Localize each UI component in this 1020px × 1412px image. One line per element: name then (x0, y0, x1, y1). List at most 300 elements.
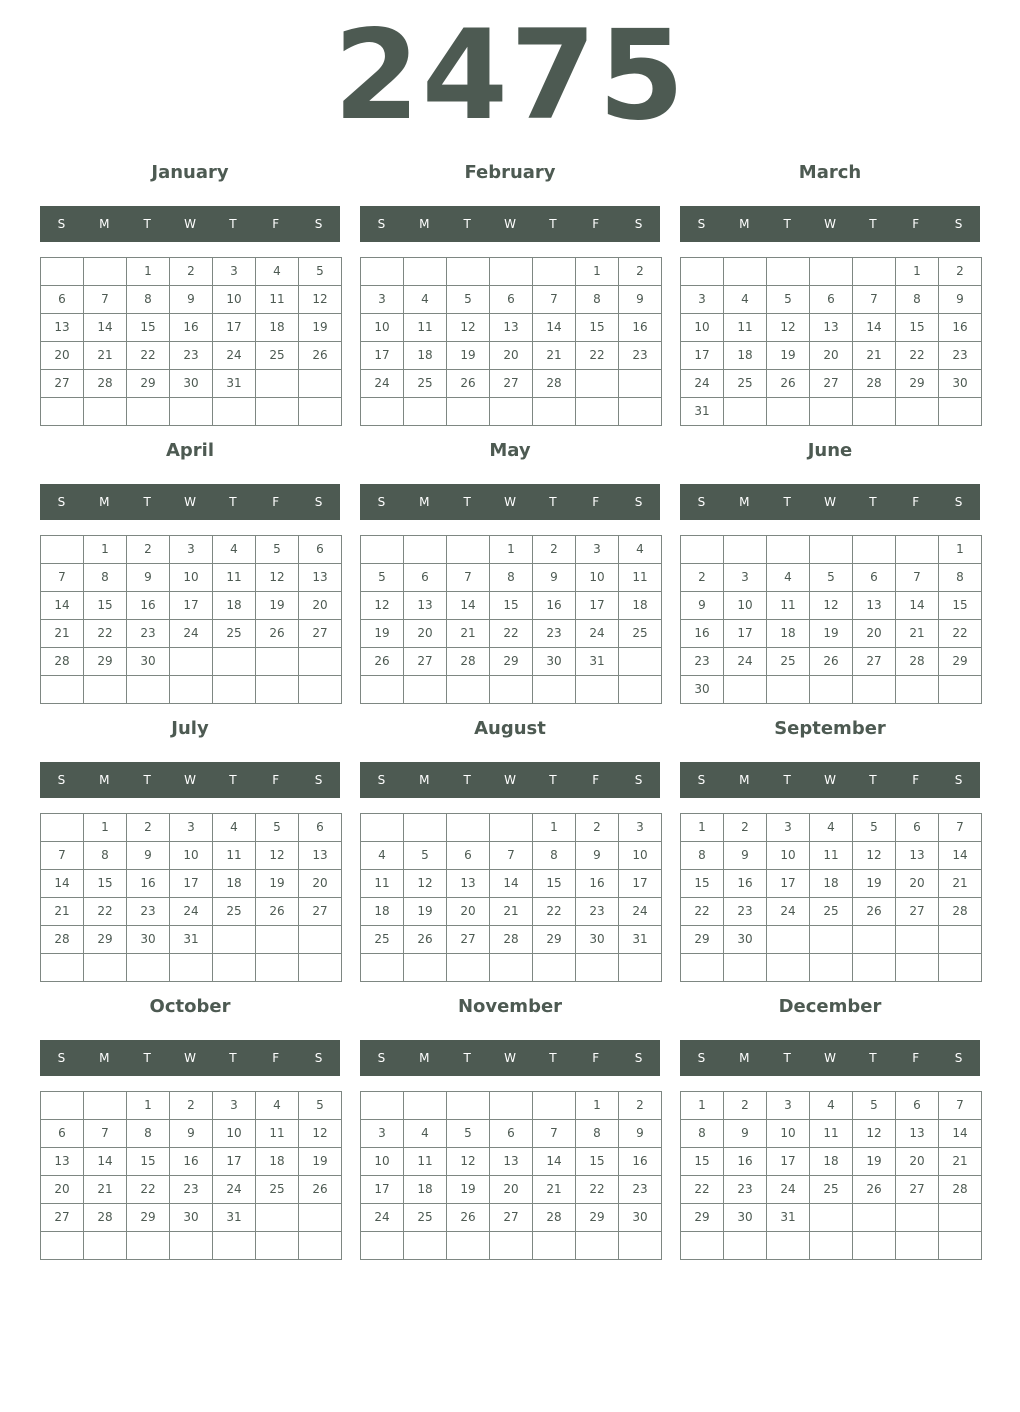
empty-day-cell (939, 676, 982, 704)
day-cell: 12 (256, 842, 299, 870)
empty-day-cell (896, 398, 939, 426)
empty-day-cell (299, 648, 342, 676)
day-cell: 20 (299, 592, 342, 620)
day-cell: 28 (41, 648, 84, 676)
weekday-label: S (697, 495, 706, 509)
day-cell: 17 (213, 314, 256, 342)
week-row (681, 870, 982, 898)
day-cell: 14 (84, 314, 127, 342)
weekday-label: F (912, 773, 920, 787)
weekday-label: S (314, 773, 323, 787)
day-cell: 31 (576, 648, 619, 676)
day-cell: 15 (490, 592, 533, 620)
empty-day-cell (724, 398, 767, 426)
day-cell: 29 (939, 648, 982, 676)
empty-day-cell (256, 954, 299, 982)
weekday-label: T (463, 217, 471, 231)
weekday-label: W (824, 1051, 836, 1065)
empty-day-cell (853, 954, 896, 982)
day-cell: 11 (724, 314, 767, 342)
empty-day-cell (896, 1232, 939, 1260)
weekday-label: F (592, 495, 600, 509)
week-row (361, 370, 662, 398)
day-cell: 17 (361, 342, 404, 370)
empty-day-cell (533, 258, 576, 286)
day-grid (680, 535, 982, 704)
day-cell: 9 (127, 564, 170, 592)
empty-day-cell (810, 1232, 853, 1260)
day-cell: 25 (810, 898, 853, 926)
empty-day-cell (533, 1092, 576, 1120)
day-cell: 19 (256, 592, 299, 620)
week-row (41, 1120, 342, 1148)
day-cell: 23 (939, 342, 982, 370)
week-row (361, 1120, 662, 1148)
day-cell: 19 (404, 898, 447, 926)
day-cell: 17 (619, 870, 662, 898)
day-cell: 5 (853, 814, 896, 842)
week-row (361, 814, 662, 842)
day-cell: 20 (490, 342, 533, 370)
day-cell: 1 (576, 1092, 619, 1120)
day-cell: 11 (256, 1120, 299, 1148)
empty-day-cell (681, 954, 724, 982)
empty-day-cell (576, 954, 619, 982)
empty-day-cell (299, 370, 342, 398)
week-row (41, 286, 342, 314)
day-cell: 29 (576, 1204, 619, 1232)
week-row (41, 926, 342, 954)
empty-day-cell (404, 258, 447, 286)
day-cell: 2 (939, 258, 982, 286)
week-row (41, 564, 342, 592)
weekday-label: T (783, 495, 791, 509)
empty-day-cell (619, 370, 662, 398)
empty-day-cell (213, 676, 256, 704)
day-cell: 30 (681, 676, 724, 704)
day-cell: 23 (533, 620, 576, 648)
empty-day-cell (256, 1232, 299, 1260)
day-grid (360, 257, 662, 426)
day-cell: 9 (619, 286, 662, 314)
day-cell: 19 (853, 870, 896, 898)
day-cell: 1 (127, 258, 170, 286)
day-cell: 31 (213, 1204, 256, 1232)
day-cell: 26 (404, 926, 447, 954)
weekday-label: S (57, 773, 66, 787)
empty-day-cell (619, 1232, 662, 1260)
day-cell: 8 (681, 1120, 724, 1148)
day-cell: 28 (533, 1204, 576, 1232)
month-name: December (778, 996, 882, 1017)
day-cell: 7 (41, 564, 84, 592)
day-cell: 8 (127, 286, 170, 314)
day-cell: 27 (896, 898, 939, 926)
week-row (681, 1092, 982, 1120)
weekday-label: M (99, 773, 110, 787)
day-cell: 27 (490, 370, 533, 398)
empty-day-cell (576, 370, 619, 398)
week-row (681, 676, 982, 704)
day-cell: 5 (361, 564, 404, 592)
empty-day-cell (447, 676, 490, 704)
day-cell: 1 (84, 536, 127, 564)
day-cell: 26 (853, 898, 896, 926)
weekday-label: S (314, 495, 323, 509)
day-cell: 14 (939, 842, 982, 870)
day-cell: 4 (619, 536, 662, 564)
day-cell: 17 (576, 592, 619, 620)
day-cell: 27 (404, 648, 447, 676)
day-cell: 20 (447, 898, 490, 926)
day-cell: 1 (896, 258, 939, 286)
week-row (361, 648, 662, 676)
day-cell: 1 (490, 536, 533, 564)
day-cell: 16 (533, 592, 576, 620)
empty-day-cell (853, 398, 896, 426)
weekday-label: W (504, 217, 516, 231)
day-cell: 11 (810, 1120, 853, 1148)
day-cell: 2 (619, 258, 662, 286)
empty-day-cell (490, 258, 533, 286)
day-cell: 2 (576, 814, 619, 842)
empty-day-cell (447, 1232, 490, 1260)
day-cell: 11 (810, 842, 853, 870)
week-row (681, 1204, 982, 1232)
day-cell: 25 (767, 648, 810, 676)
day-cell: 21 (896, 620, 939, 648)
week-row (361, 536, 662, 564)
empty-day-cell (361, 536, 404, 564)
day-cell: 13 (41, 1148, 84, 1176)
day-cell: 24 (724, 648, 767, 676)
day-cell: 14 (84, 1148, 127, 1176)
day-cell: 28 (939, 1176, 982, 1204)
day-cell: 14 (939, 1120, 982, 1148)
day-cell: 18 (810, 870, 853, 898)
empty-day-cell (84, 398, 127, 426)
day-cell: 7 (84, 1120, 127, 1148)
day-cell: 21 (533, 1176, 576, 1204)
day-cell: 4 (404, 1120, 447, 1148)
day-cell: 4 (404, 286, 447, 314)
weekday-label: T (549, 217, 557, 231)
day-cell: 26 (767, 370, 810, 398)
weekday-header (680, 206, 980, 242)
day-cell: 13 (299, 842, 342, 870)
day-cell: 18 (619, 592, 662, 620)
week-row (41, 814, 342, 842)
day-cell: 12 (447, 1148, 490, 1176)
day-cell: 19 (299, 314, 342, 342)
day-cell: 12 (256, 564, 299, 592)
week-row (681, 1120, 982, 1148)
day-cell: 15 (939, 592, 982, 620)
weekday-label: T (143, 773, 151, 787)
week-row (361, 1092, 662, 1120)
day-cell: 10 (576, 564, 619, 592)
empty-day-cell (533, 676, 576, 704)
day-cell: 2 (724, 1092, 767, 1120)
day-cell: 8 (576, 1120, 619, 1148)
weekday-label: T (783, 217, 791, 231)
day-cell: 7 (533, 286, 576, 314)
day-cell: 15 (127, 1148, 170, 1176)
day-cell: 24 (213, 1176, 256, 1204)
weekday-label: M (419, 217, 430, 231)
week-row (41, 1232, 342, 1260)
empty-day-cell (490, 676, 533, 704)
empty-day-cell (490, 398, 533, 426)
empty-day-cell (490, 1092, 533, 1120)
weekday-header (360, 1040, 660, 1076)
weekday-label: T (143, 495, 151, 509)
week-row (681, 954, 982, 982)
day-grid (360, 813, 662, 982)
day-cell: 12 (361, 592, 404, 620)
weekday-label: S (57, 217, 66, 231)
day-cell: 26 (361, 648, 404, 676)
day-cell: 30 (533, 648, 576, 676)
week-row (41, 370, 342, 398)
day-cell: 5 (810, 564, 853, 592)
day-cell: 10 (213, 286, 256, 314)
weekday-label: S (57, 1051, 66, 1065)
empty-day-cell (447, 258, 490, 286)
day-cell: 6 (41, 286, 84, 314)
day-cell: 27 (299, 620, 342, 648)
week-row (681, 258, 982, 286)
weekday-label: M (99, 495, 110, 509)
empty-day-cell (853, 926, 896, 954)
day-cell: 30 (127, 926, 170, 954)
week-row (41, 1092, 342, 1120)
empty-day-cell (619, 648, 662, 676)
empty-day-cell (724, 536, 767, 564)
day-cell: 3 (619, 814, 662, 842)
weekday-label: F (912, 217, 920, 231)
day-cell: 29 (896, 370, 939, 398)
day-cell: 2 (681, 564, 724, 592)
weekday-label: M (419, 1051, 430, 1065)
day-cell: 23 (681, 648, 724, 676)
week-row (361, 342, 662, 370)
day-cell: 12 (853, 1120, 896, 1148)
day-cell: 7 (490, 842, 533, 870)
day-cell: 26 (810, 648, 853, 676)
day-cell: 5 (256, 536, 299, 564)
week-row (41, 398, 342, 426)
day-cell: 10 (724, 592, 767, 620)
day-cell: 6 (404, 564, 447, 592)
day-cell: 18 (810, 1148, 853, 1176)
day-cell: 30 (576, 926, 619, 954)
weekday-label: S (377, 773, 386, 787)
day-cell: 7 (896, 564, 939, 592)
month-name: June (807, 440, 853, 461)
day-cell: 24 (170, 620, 213, 648)
weekday-label: W (504, 495, 516, 509)
day-cell: 16 (576, 870, 619, 898)
day-cell: 22 (681, 898, 724, 926)
day-cell: 27 (41, 370, 84, 398)
weekday-label: S (377, 1051, 386, 1065)
empty-day-cell (810, 1204, 853, 1232)
day-cell: 25 (213, 898, 256, 926)
day-cell: 23 (170, 1176, 213, 1204)
day-cell: 15 (576, 314, 619, 342)
empty-day-cell (170, 954, 213, 982)
day-cell: 2 (619, 1092, 662, 1120)
day-cell: 7 (533, 1120, 576, 1148)
day-cell: 4 (810, 1092, 853, 1120)
day-cell: 30 (127, 648, 170, 676)
weekday-label: M (99, 217, 110, 231)
empty-day-cell (533, 1232, 576, 1260)
day-cell: 5 (256, 814, 299, 842)
weekday-label: W (184, 773, 196, 787)
weekday-label: S (954, 773, 963, 787)
week-row (681, 342, 982, 370)
day-cell: 10 (681, 314, 724, 342)
weekday-label: W (824, 495, 836, 509)
day-cell: 9 (170, 286, 213, 314)
day-cell: 29 (681, 926, 724, 954)
weekday-label: T (229, 773, 237, 787)
day-cell: 15 (84, 592, 127, 620)
weekday-label: T (463, 1051, 471, 1065)
day-grid (40, 1091, 342, 1260)
day-cell: 10 (767, 842, 810, 870)
day-cell: 5 (853, 1092, 896, 1120)
day-cell: 1 (127, 1092, 170, 1120)
weekday-label: F (272, 495, 280, 509)
week-row (361, 564, 662, 592)
day-grid (680, 257, 982, 426)
empty-day-cell (256, 398, 299, 426)
day-cell: 24 (361, 1204, 404, 1232)
day-cell: 21 (853, 342, 896, 370)
day-cell: 10 (361, 1148, 404, 1176)
empty-day-cell (576, 676, 619, 704)
empty-day-cell (299, 676, 342, 704)
weekday-label: T (869, 1051, 877, 1065)
day-cell: 3 (170, 814, 213, 842)
day-cell: 20 (896, 870, 939, 898)
day-cell: 15 (127, 314, 170, 342)
day-cell: 5 (404, 842, 447, 870)
weekday-label: T (549, 773, 557, 787)
day-grid (40, 813, 342, 982)
day-cell: 22 (490, 620, 533, 648)
weekday-label: F (592, 773, 600, 787)
day-grid (40, 257, 342, 426)
day-cell: 31 (681, 398, 724, 426)
weekday-label: F (912, 1051, 920, 1065)
day-cell: 17 (724, 620, 767, 648)
day-cell: 15 (896, 314, 939, 342)
day-cell: 19 (256, 870, 299, 898)
day-cell: 28 (853, 370, 896, 398)
day-cell: 9 (681, 592, 724, 620)
weekday-label: S (697, 1051, 706, 1065)
day-cell: 30 (724, 926, 767, 954)
day-cell: 24 (681, 370, 724, 398)
day-cell: 24 (170, 898, 213, 926)
day-cell: 13 (447, 870, 490, 898)
empty-day-cell (447, 536, 490, 564)
month-name: October (149, 996, 231, 1017)
week-row (361, 314, 662, 342)
day-cell: 1 (681, 1092, 724, 1120)
day-cell: 13 (490, 314, 533, 342)
day-cell: 21 (533, 342, 576, 370)
month-name: April (165, 440, 215, 461)
day-cell: 20 (810, 342, 853, 370)
empty-day-cell (767, 1232, 810, 1260)
day-cell: 29 (533, 926, 576, 954)
empty-day-cell (256, 1204, 299, 1232)
day-cell: 25 (256, 1176, 299, 1204)
day-cell: 18 (404, 1176, 447, 1204)
day-cell: 23 (127, 620, 170, 648)
weekday-label: M (739, 1051, 750, 1065)
empty-day-cell (404, 536, 447, 564)
week-row (41, 536, 342, 564)
empty-day-cell (41, 536, 84, 564)
day-cell: 27 (447, 926, 490, 954)
empty-day-cell (213, 648, 256, 676)
empty-day-cell (896, 926, 939, 954)
weekday-label: S (634, 217, 643, 231)
day-cell: 7 (939, 814, 982, 842)
day-cell: 2 (533, 536, 576, 564)
day-cell: 8 (681, 842, 724, 870)
day-cell: 29 (84, 648, 127, 676)
day-cell: 9 (127, 842, 170, 870)
day-cell: 25 (810, 1176, 853, 1204)
day-cell: 23 (724, 1176, 767, 1204)
week-row (361, 620, 662, 648)
week-row (681, 1232, 982, 1260)
empty-day-cell (767, 954, 810, 982)
week-row (681, 898, 982, 926)
weekday-label: F (592, 217, 600, 231)
empty-day-cell (299, 954, 342, 982)
day-cell: 14 (896, 592, 939, 620)
empty-day-cell (41, 398, 84, 426)
day-cell: 17 (681, 342, 724, 370)
empty-day-cell (213, 954, 256, 982)
empty-day-cell (361, 1232, 404, 1260)
week-row (41, 954, 342, 982)
weekday-label: M (739, 495, 750, 509)
empty-day-cell (84, 954, 127, 982)
empty-day-cell (84, 1092, 127, 1120)
week-row (681, 536, 982, 564)
weekday-label: S (634, 1051, 643, 1065)
weekday-label: F (912, 495, 920, 509)
empty-day-cell (724, 954, 767, 982)
day-cell: 27 (490, 1204, 533, 1232)
day-cell: 21 (41, 898, 84, 926)
day-cell: 14 (41, 592, 84, 620)
day-cell: 25 (724, 370, 767, 398)
empty-day-cell (724, 258, 767, 286)
empty-day-cell (810, 536, 853, 564)
week-row (681, 286, 982, 314)
weekday-label: T (143, 217, 151, 231)
